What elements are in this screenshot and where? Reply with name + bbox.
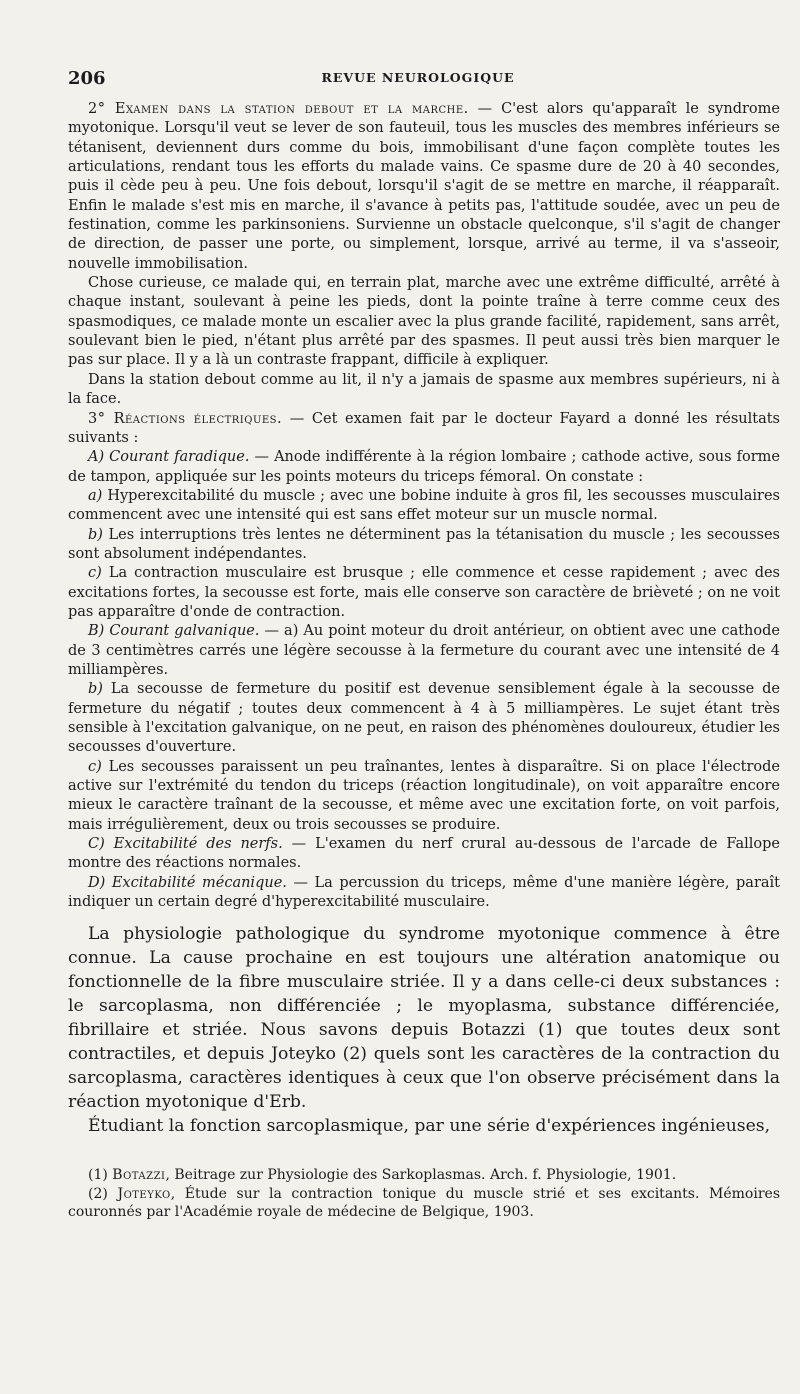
paragraph: La physiologie pathologique du syndrome myotonique commence à être connue. La cause prochaine en est toujours une altération anatomique ou fonctionnelle de la fibre musculaire striée. Il y a dans celle-ci deux substances : le sarcoplasma, non différenciée ; le myoplasma, substance différenciée, fibrillaire et striée. Nous savons depuis Botazzi (1) que toutes deux sont contractiles, et depuis Joteyko (2) quels sont les caractères de la contraction du sarcoplasma, caractères identiques à ceux que l'on observe précisément dans la réaction myotonique d'Erb. (68, 924, 780, 1113)
paragraph: A) Courant faradique. — Anode indifférente à la région lombaire ; cathode active, sous forme de tampon, appliquée sur les points moteurs du triceps fémoral. On constate : (68, 449, 780, 485)
paragraph: C) Excitabilité des nerfs. — L'examen du nerf crural au-dessous de l'arcade de Fallope montre des réactions normales. (68, 836, 780, 872)
clinical-exam-section (68, 100, 780, 912)
paragraph: Chose curieuse, ce malade qui, en terrain plat, marche avec une extrême difficulté, arrêté à chaque instant, soulevant à peine les pieds, dont la pointe traîne à terre comme ceux des spasmodiques, ce malade monte un escalier avec la plus grande facilité, rapidement, sans arrêt, soulevant bien le pied, n'étant plus arrêté par des spasmes. Il peut aussi très bien marquer le pas sur place. Il y a là un contraste frappant, difficile à expliquer. (68, 275, 780, 369)
subsection-lead: B) Courant galvanique. (88, 623, 260, 640)
paragraph: Étudiant la fonction sarcoplasmique, par une série d'expériences ingénieuses, (88, 1116, 771, 1137)
item-lead: b) (88, 526, 103, 543)
paragraph: b) La secousse de fermeture du positif est devenue sensiblement égale à la secousse de fermeture du négatif ; toutes deux commencent à 4 à 5 milliampères. Le sujet étant très sensible à l'excitation galvanique, on ne peut, en raison des phénomènes douloureux, étudier les secousses d'ouverture. (68, 681, 780, 756)
subsection-lead: A) Courant faradique. (88, 449, 250, 466)
article-body (68, 100, 780, 1222)
paragraph: Dans la station debout comme au lit, il n'y a jamais de spasme aux membres supérieurs, ni à la face. (68, 371, 780, 408)
footnote: (2) Joteyko, Étude sur la contraction tonique du muscle strié et ses excitants. Mémoires couronnés par l'Académie royale de médecine de Belgique, 1903. (68, 1185, 781, 1221)
item-lead: b) (88, 681, 103, 698)
subsection-lead: D) Excitabilité mécanique. (88, 874, 287, 891)
paragraph: D) Excitabilité mécanique. — La percussion du triceps, même d'une manière légère, paraît indiquer un certain degré d'hyperexcitabilité musculaire. (68, 874, 780, 911)
paragraph: c) La contraction musculaire est brusque ; elle commence et cesse rapidement ; avec des excitations fortes, la secousse est forte, mais elle conserve son caractère de brièveté ; on ne voit pas apparaître d'onde de contraction. (68, 565, 780, 620)
paragraph: c) Les secousses paraissent un peu traînantes, lentes à disparaître. Si on place l'électrode active sur l'extrémité du tendon du triceps (réaction longitudinale), on voit apparaître encore mieux le caractère traînant de la secousse, et même avec une excitation forte, on voit parfois, mais irrégulièrement, deux ou trois secousses se produire. (68, 758, 780, 833)
running-title: REVUE NEUROLOGIQUE (321, 70, 515, 85)
item-lead: c) (88, 565, 102, 582)
section-lead: 2° Examen dans la station debout et la marche. (88, 101, 469, 117)
footnote: (1) Botazzi, Beitrage zur Physiologie des Sarkoplasmas. Arch. f. Physiologie, 1901. (88, 1167, 677, 1184)
footnote-author: Botazzi (112, 1167, 166, 1184)
page-number: 206 (68, 68, 106, 89)
paragraph: 3° Réactions électriques. — Cet examen fait par le docteur Fayard a donné les résultats suivants : (68, 410, 780, 446)
page-header (68, 68, 768, 90)
subsection-lead: C) Excitabilité des nerfs. (88, 836, 283, 853)
item-lead: c) (88, 758, 102, 775)
paragraph: B) Courant galvanique. — a) Au point moteur du droit antérieur, on obtient avec une cathode de 3 centimètres carrés une légère secousse à la fermeture du courant avec une intensité de 4 milliampères. (68, 623, 780, 678)
paragraph: a) Hyperexcitabilité du muscle ; avec une bobine induite à gros fil, les secousses musculaires commencent avec une intensité qui est sans effet moteur sur un muscle normal. (68, 487, 780, 524)
footnote-author: Joteyko (117, 1185, 171, 1202)
section-lead: 3° Réactions électriques. (88, 410, 283, 427)
item-lead: a) (88, 487, 103, 504)
footnotes (68, 1166, 780, 1222)
physiology-section (68, 922, 780, 1138)
paragraph: 2° Examen dans la station debout et la marche. — C'est alors qu'apparaît le syndrome myotonique. Lorsqu'il veut se lever de son fauteuil, tous les muscles des membres inférieurs se tétanisent, deviennent durs comme du bois, immobilisant d'une façon complète toutes les articulations, rendant tous les efforts du malade vains. Ce spasme dure de 20 à 40 secondes, puis il cède peu à peu. Une fois debout, lorsqu'il s'agit de se mettre en marche, il réapparaît. Enfin le malade s'est mis en marche, il s'avance à petits pas, l'attitude soudée, avec un peu de festination, comme les parkinsoniens. Survienne un obstacle quelconque, s'il s'agit de changer de direction, de passer une porte, ou simplement, lorsque, arrivé au terme, il va s'asseoir, nouvelle immobilisation. (68, 101, 780, 272)
paragraph: b) Les interruptions très lentes ne déterminent pas la tétanisation du muscle ; les secousses sont absolument indépendantes. (68, 526, 780, 562)
